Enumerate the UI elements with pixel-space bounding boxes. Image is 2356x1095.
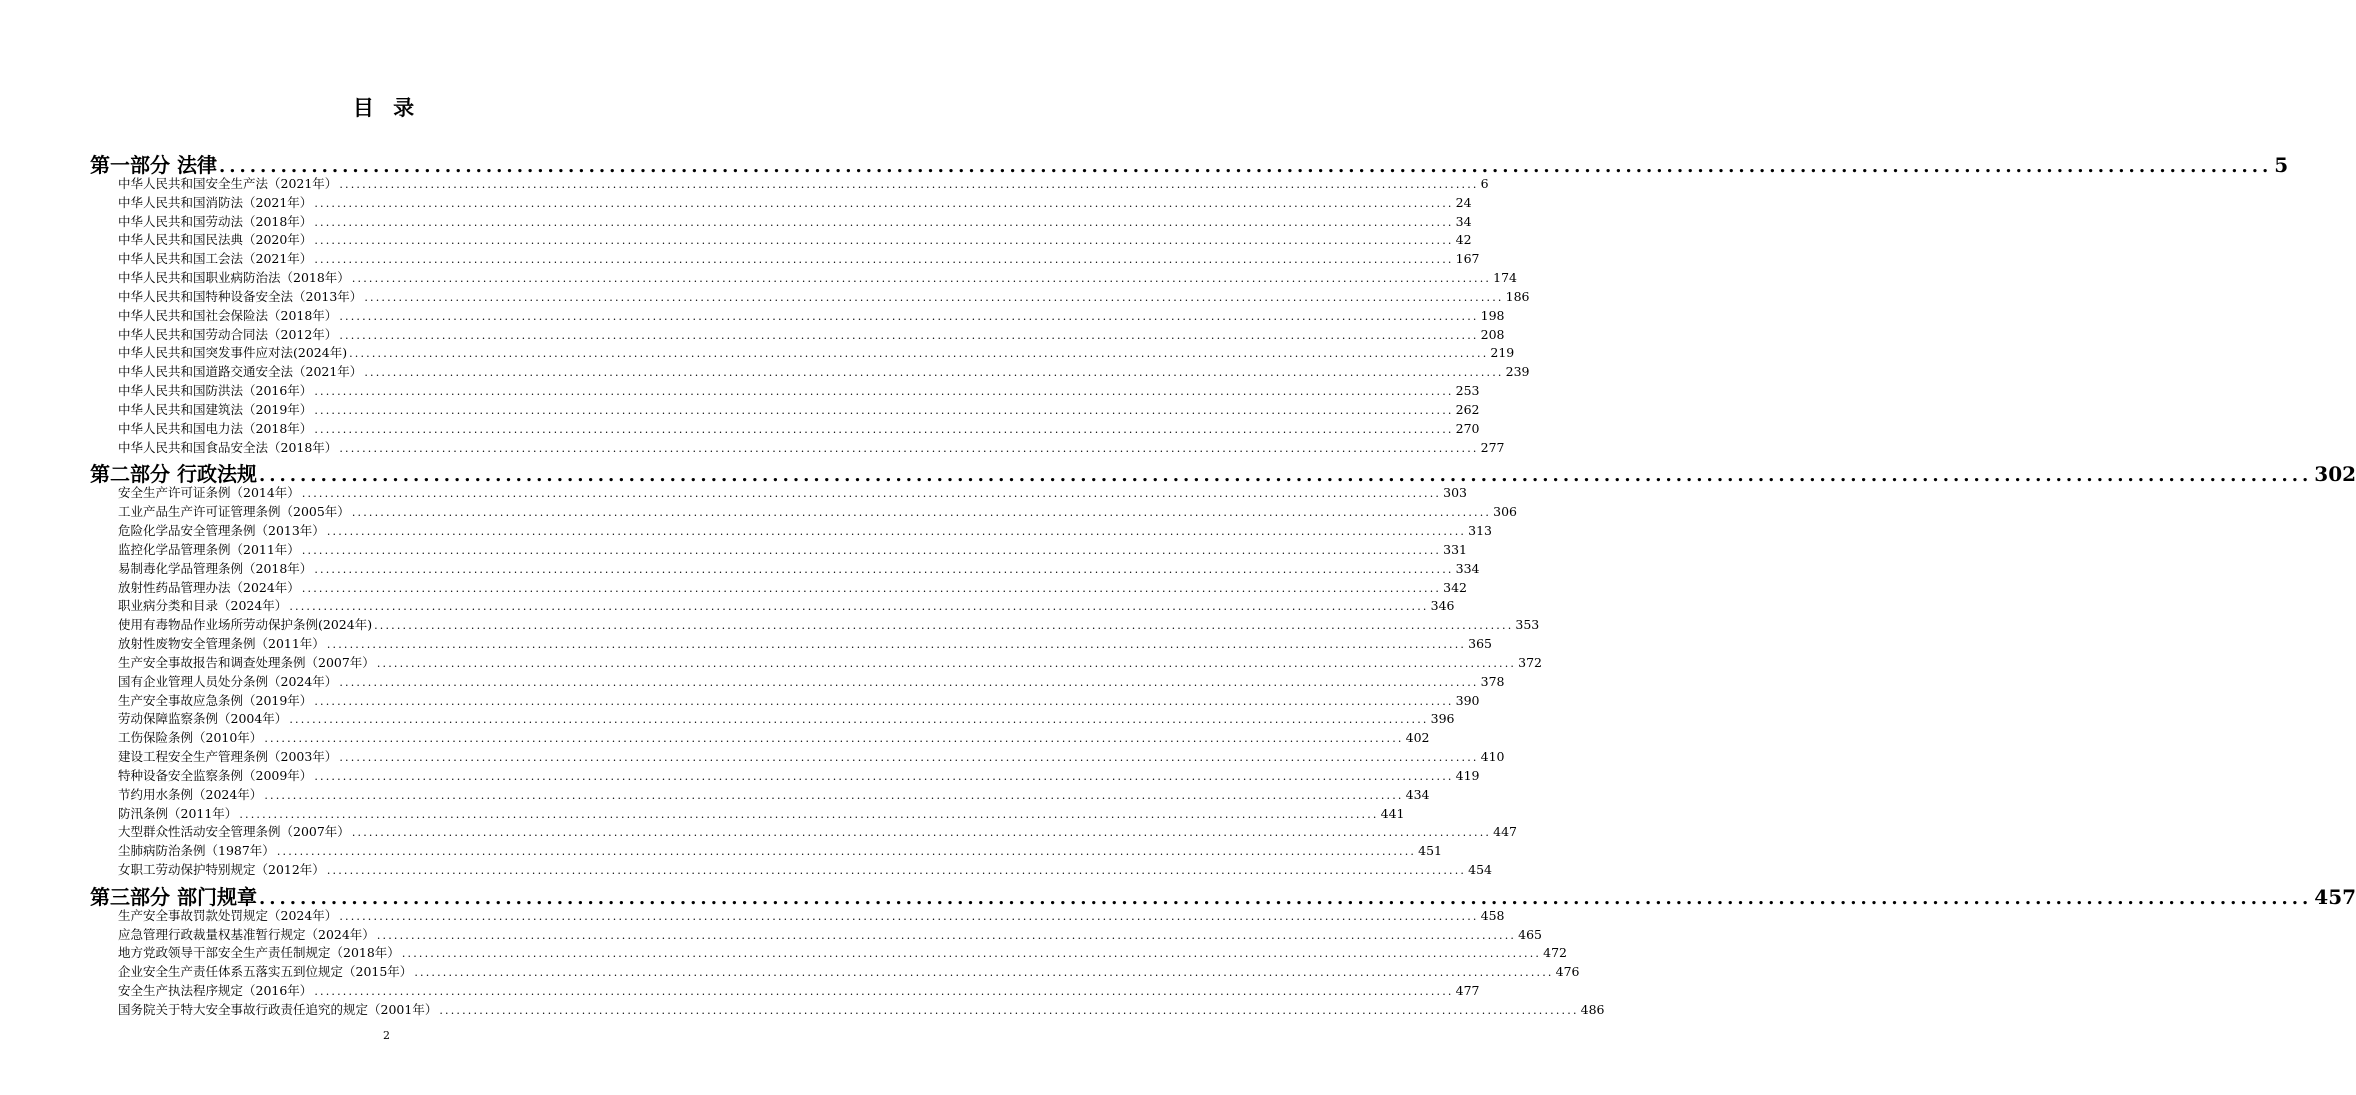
- dot-leader: ........................................................................................................................................................................................................: [314, 253, 1454, 267]
- toc-entry-page: 477: [1455, 983, 1480, 999]
- toc-section-title: 第一部分 法律: [90, 153, 217, 177]
- dot-leader: ........................................................................................................................................................................................................: [326, 863, 1467, 877]
- toc-entry-page: 396: [1430, 711, 1455, 727]
- dot-leader: ........................................................................................................................................................................................................: [314, 403, 1454, 417]
- toc-entry-title: 地方党政领导干部安全生产责任制规定（2018年）: [118, 945, 400, 961]
- toc-entry[interactable]: [90, 269, 1517, 288]
- toc-entry[interactable]: [90, 560, 1480, 579]
- dot-leader: ........................................................................................................................................................................................................: [339, 751, 1479, 765]
- toc-entry-page: 167: [1455, 251, 1480, 267]
- dot-leader: ........................................................................................................................................................................................................: [239, 807, 1379, 821]
- toc-entry[interactable]: [90, 944, 1567, 963]
- toc-entry-title: 企业安全生产责任体系五落实五到位规定（2015年）: [118, 964, 413, 980]
- toc-section-page: 457: [2314, 884, 2356, 909]
- toc-entry-page: 253: [1455, 383, 1480, 399]
- dot-leader: ........................................................................................................................................................................................................: [339, 675, 1479, 689]
- toc-entry-page: 458: [1480, 907, 1505, 923]
- toc-entry-page: 313: [1468, 523, 1492, 539]
- dot-leader: ........................................................................................................................................................................................................: [439, 1003, 1579, 1017]
- dot-leader: ........................................................................................................................................................................................................: [276, 845, 1417, 859]
- toc-entry[interactable]: [90, 616, 1540, 635]
- dot-leader: ........................................................................................................................................................................................................: [364, 290, 1504, 304]
- toc-entry-title: 尘肺病防治条例（1987年）: [118, 843, 275, 859]
- toc-entry-title: 生产安全事故应急条例（2019年）: [118, 692, 313, 708]
- dot-leader: ........................................................................................................................................................................................................: [364, 366, 1504, 380]
- toc-entry-page: 306: [1493, 504, 1517, 520]
- dot-leader: ........................................................................................................................................................................................................: [314, 562, 1454, 576]
- toc-entry[interactable]: [90, 484, 1467, 503]
- toc-entry[interactable]: [90, 344, 1515, 363]
- toc-entry-title: 中华人民共和国特种设备安全法（2013年）: [118, 288, 363, 304]
- toc-entry[interactable]: [90, 673, 1505, 692]
- dot-leader: ........................................................................................................................................................................................................: [349, 347, 1489, 361]
- toc-entry-page: 476: [1555, 964, 1580, 980]
- toc-entry[interactable]: [90, 861, 1492, 880]
- dot-leader: ........................................................................................................................................................................................................: [258, 887, 2313, 909]
- toc-entry[interactable]: [90, 250, 1480, 269]
- toc-entry-title: 节约用水条例（2024年）: [118, 786, 263, 802]
- toc-entry-page: 402: [1405, 730, 1430, 746]
- dot-leader: ........................................................................................................................................................................................................: [339, 178, 1479, 191]
- dot-leader: ........................................................................................................................................................................................................: [351, 826, 1492, 840]
- toc-entry[interactable]: [90, 231, 1472, 250]
- toc-entry[interactable]: [90, 710, 1455, 729]
- toc-entry[interactable]: [90, 729, 1430, 748]
- toc-entry-page: 441: [1380, 805, 1405, 821]
- toc-entry[interactable]: [90, 654, 1542, 673]
- dot-leader: ........................................................................................................................................................................................................: [339, 309, 1479, 323]
- toc-entry-page: 186: [1505, 288, 1530, 304]
- toc-entry-page: 34: [1455, 213, 1472, 229]
- toc-entry[interactable]: [90, 767, 1480, 786]
- toc-entry-title: 中华人民共和国电力法（2018年）: [118, 420, 313, 436]
- toc-entry[interactable]: [90, 748, 1505, 767]
- dot-leader: ........................................................................................................................................................................................................: [326, 638, 1467, 652]
- toc-entry[interactable]: [90, 194, 1472, 213]
- table-of-contents: [90, 148, 2356, 1020]
- toc-entry-title: 中华人民共和国防洪法（2016年）: [118, 383, 313, 399]
- toc-entry-page: 365: [1468, 636, 1492, 652]
- toc-entry-title: 建设工程安全生产管理条例（2003年）: [118, 749, 338, 765]
- page-title: 目 录: [352, 95, 421, 120]
- dot-leader: ........................................................................................................................................................................................................: [314, 385, 1454, 399]
- toc-entry-page: 262: [1455, 401, 1480, 417]
- toc-entry[interactable]: [90, 963, 1580, 982]
- toc-section-page: 5: [2274, 153, 2289, 177]
- dot-leader: ........................................................................................................................................................................................................: [264, 732, 1404, 746]
- dot-leader: ........................................................................................................................................................................................................: [314, 769, 1454, 783]
- toc-section-page: 302: [2314, 462, 2356, 487]
- dot-leader: ........................................................................................................................................................................................................: [289, 600, 1429, 614]
- toc-entry-page: 447: [1493, 824, 1517, 840]
- toc-entry-title: 生产安全事故报告和调查处理条例（2007年）: [118, 654, 375, 670]
- toc-entry-title: 工伤保险条例（2010年）: [118, 730, 263, 746]
- toc-entry-page: 24: [1455, 194, 1472, 210]
- toc-entry[interactable]: [90, 522, 1492, 541]
- dot-leader: ........................................................................................................................................................................................................: [301, 543, 1442, 557]
- dot-leader: ........................................................................................................................................................................................................: [351, 506, 1492, 520]
- toc-entry-title: 生产安全事故罚款处罚规定（2024年）: [118, 907, 338, 923]
- toc-entry-title: 中华人民共和国工会法（2021年）: [118, 251, 313, 267]
- dot-leader: ........................................................................................................................................................................................................: [314, 985, 1454, 999]
- toc-entry-page: 353: [1515, 617, 1540, 633]
- toc-entry[interactable]: [90, 213, 1472, 232]
- dot-leader: ........................................................................................................................................................................................................: [351, 272, 1492, 286]
- toc-entry-title: 放射性药品管理办法（2024年）: [118, 579, 300, 595]
- toc-entry[interactable]: [90, 907, 1505, 926]
- toc-section[interactable]: [90, 149, 2289, 177]
- toc-entry[interactable]: [90, 420, 1480, 439]
- toc-entry[interactable]: [90, 926, 1542, 945]
- dot-leader: ........................................................................................................................................................................................................: [339, 441, 1479, 455]
- dot-leader: ........................................................................................................................................................................................................: [258, 465, 2313, 487]
- toc-entry-page: 42: [1455, 232, 1472, 248]
- toc-entry-title: 职业病分类和目录（2024年）: [118, 598, 288, 614]
- toc-section[interactable]: [90, 458, 2356, 487]
- dot-leader: ........................................................................................................................................................................................................: [339, 909, 1479, 923]
- toc-entry-page: 419: [1455, 767, 1480, 783]
- toc-entry-page: 6: [1480, 176, 1489, 191]
- toc-entry-title: 国有企业管理人员处分条例（2024年）: [118, 673, 338, 689]
- toc-section-title: 第三部分 部门规章: [90, 884, 257, 909]
- toc-entry-title: 女职工劳动保护特别规定（2012年）: [118, 861, 325, 877]
- toc-entry-title: 易制毒化学品管理条例（2018年）: [118, 560, 313, 576]
- toc-entry-title: 劳动保障监察条例（2004年）: [118, 711, 288, 727]
- toc-entry-title: 中华人民共和国突发事件应对法(2024年): [118, 345, 348, 361]
- dot-leader: ........................................................................................................................................................................................................: [374, 619, 1514, 633]
- toc-entry[interactable]: [90, 635, 1492, 654]
- toc-entry[interactable]: [90, 401, 1480, 420]
- toc-entry-page: 174: [1493, 270, 1517, 286]
- toc-entry-title: 工业产品生产许可证管理条例（2005年）: [118, 504, 350, 520]
- toc-entry[interactable]: [90, 579, 1467, 598]
- toc-entry[interactable]: [90, 842, 1442, 861]
- toc-entry-page: 331: [1443, 541, 1467, 557]
- dot-leader: ........................................................................................................................................................................................................: [376, 928, 1517, 942]
- dot-leader: ........................................................................................................................................................................................................: [264, 788, 1404, 802]
- toc-entry[interactable]: [90, 382, 1480, 401]
- toc-entry-title: 中华人民共和国道路交通安全法（2021年）: [118, 364, 363, 380]
- toc-entry-page: 372: [1518, 654, 1542, 670]
- toc-entry-title: 国务院关于特大安全事故行政责任追究的规定（2001年）: [118, 1001, 438, 1017]
- toc-entry[interactable]: [90, 982, 1480, 1001]
- toc-entry-title: 中华人民共和国安全生产法（2021年）: [118, 176, 338, 191]
- dot-leader: ........................................................................................................................................................................................................: [326, 525, 1467, 539]
- toc-entry-title: 监控化学品管理条例（2011年）: [118, 541, 300, 557]
- toc-entry-page: 342: [1443, 579, 1467, 595]
- dot-leader: ........................................................................................................................................................................................................: [314, 422, 1454, 436]
- toc-entry-page: 239: [1505, 364, 1530, 380]
- toc-entry-page: 378: [1480, 673, 1505, 689]
- toc-entry-title: 放射性废物安全管理条例（2011年）: [118, 636, 325, 652]
- toc-entry-page: 270: [1455, 420, 1480, 436]
- toc-entry-page: 303: [1443, 485, 1467, 501]
- toc-entry-page: 486: [1580, 1001, 1605, 1017]
- toc-entry[interactable]: [90, 288, 1530, 307]
- toc-section[interactable]: [90, 881, 2356, 909]
- toc-entry-title: 中华人民共和国建筑法（2019年）: [118, 401, 313, 417]
- toc-entry-title: 中华人民共和国劳动法（2018年）: [118, 213, 313, 229]
- toc-entry-title: 大型群众性活动安全管理条例（2007年）: [118, 824, 350, 840]
- toc-entry[interactable]: [90, 503, 1517, 522]
- toc-entry-title: 使用有毒物品作业场所劳动保护条例(2024年): [118, 617, 373, 633]
- dot-leader: ........................................................................................................................................................................................................: [414, 966, 1554, 980]
- dot-leader: ........................................................................................................................................................................................................: [314, 196, 1454, 210]
- toc-entry-page: 454: [1468, 861, 1492, 877]
- toc-entry[interactable]: [90, 307, 1505, 326]
- dot-leader: ........................................................................................................................................................................................................: [314, 215, 1454, 229]
- dot-leader: ........................................................................................................................................................................................................: [218, 156, 2273, 177]
- toc-entry[interactable]: [90, 1001, 1605, 1020]
- toc-section-title: 第二部分 行政法规: [90, 462, 257, 487]
- toc-entry[interactable]: [90, 786, 1430, 805]
- toc-entry-page: 434: [1405, 786, 1430, 802]
- toc-entry-page: 334: [1455, 560, 1480, 576]
- toc-entry[interactable]: [90, 597, 1455, 616]
- toc-entry-page: 465: [1518, 926, 1542, 942]
- toc-entry-title: 中华人民共和国职业病防治法（2018年）: [118, 270, 350, 286]
- toc-entry-title: 特种设备安全监察条例（2009年）: [118, 767, 313, 783]
- toc-entry[interactable]: [90, 541, 1467, 560]
- toc-entry-title: 安全生产许可证条例（2014年）: [118, 485, 300, 501]
- toc-entry-title: 中华人民共和国消防法（2021年）: [118, 194, 313, 210]
- toc-entry-title: 危险化学品安全管理条例（2013年）: [118, 523, 325, 539]
- toc-entry[interactable]: [90, 805, 1405, 824]
- toc-entry-page: 390: [1455, 692, 1480, 708]
- toc-entry-page: 277: [1480, 439, 1505, 455]
- toc-entry-page: 198: [1480, 307, 1505, 323]
- toc-entry-title: 中华人民共和国劳动合同法（2012年）: [118, 326, 338, 342]
- dot-leader: ........................................................................................................................................................................................................: [289, 713, 1429, 727]
- toc-entry-title: 中华人民共和国食品安全法（2018年）: [118, 439, 338, 455]
- dot-leader: ........................................................................................................................................................................................................: [376, 656, 1517, 670]
- toc-entry-page: 346: [1430, 598, 1455, 614]
- toc-entry-page: 208: [1480, 326, 1505, 342]
- dot-leader: ........................................................................................................................................................................................................: [301, 487, 1442, 501]
- dot-leader: ........................................................................................................................................................................................................: [314, 234, 1454, 248]
- toc-entry-title: 防汛条例（2011年）: [118, 805, 238, 821]
- dot-leader: ........................................................................................................................................................................................................: [314, 694, 1454, 708]
- toc-entry[interactable]: [90, 175, 1489, 194]
- toc-entry[interactable]: [90, 363, 1530, 382]
- dot-leader: ........................................................................................................................................................................................................: [401, 947, 1542, 961]
- toc-entry[interactable]: [90, 823, 1517, 842]
- toc-entry-page: 472: [1543, 945, 1567, 961]
- toc-entry[interactable]: [90, 439, 1505, 458]
- page-number: 2: [383, 1029, 390, 1042]
- dot-leader: ........................................................................................................................................................................................................: [301, 581, 1442, 595]
- toc-entry-title: 安全生产执法程序规定（2016年）: [118, 983, 313, 999]
- toc-entry-page: 451: [1418, 843, 1442, 859]
- toc-entry[interactable]: [90, 326, 1505, 345]
- toc-entry-page: 410: [1480, 749, 1505, 765]
- dot-leader: ........................................................................................................................................................................................................: [339, 328, 1479, 342]
- toc-entry-title: 应急管理行政裁量权基准暂行规定（2024年）: [118, 926, 375, 942]
- toc-entry[interactable]: [90, 692, 1480, 711]
- toc-entry-title: 中华人民共和国社会保险法（2018年）: [118, 307, 338, 323]
- toc-entry-page: 219: [1490, 345, 1515, 361]
- toc-entry-title: 中华人民共和国民法典（2020年）: [118, 232, 313, 248]
